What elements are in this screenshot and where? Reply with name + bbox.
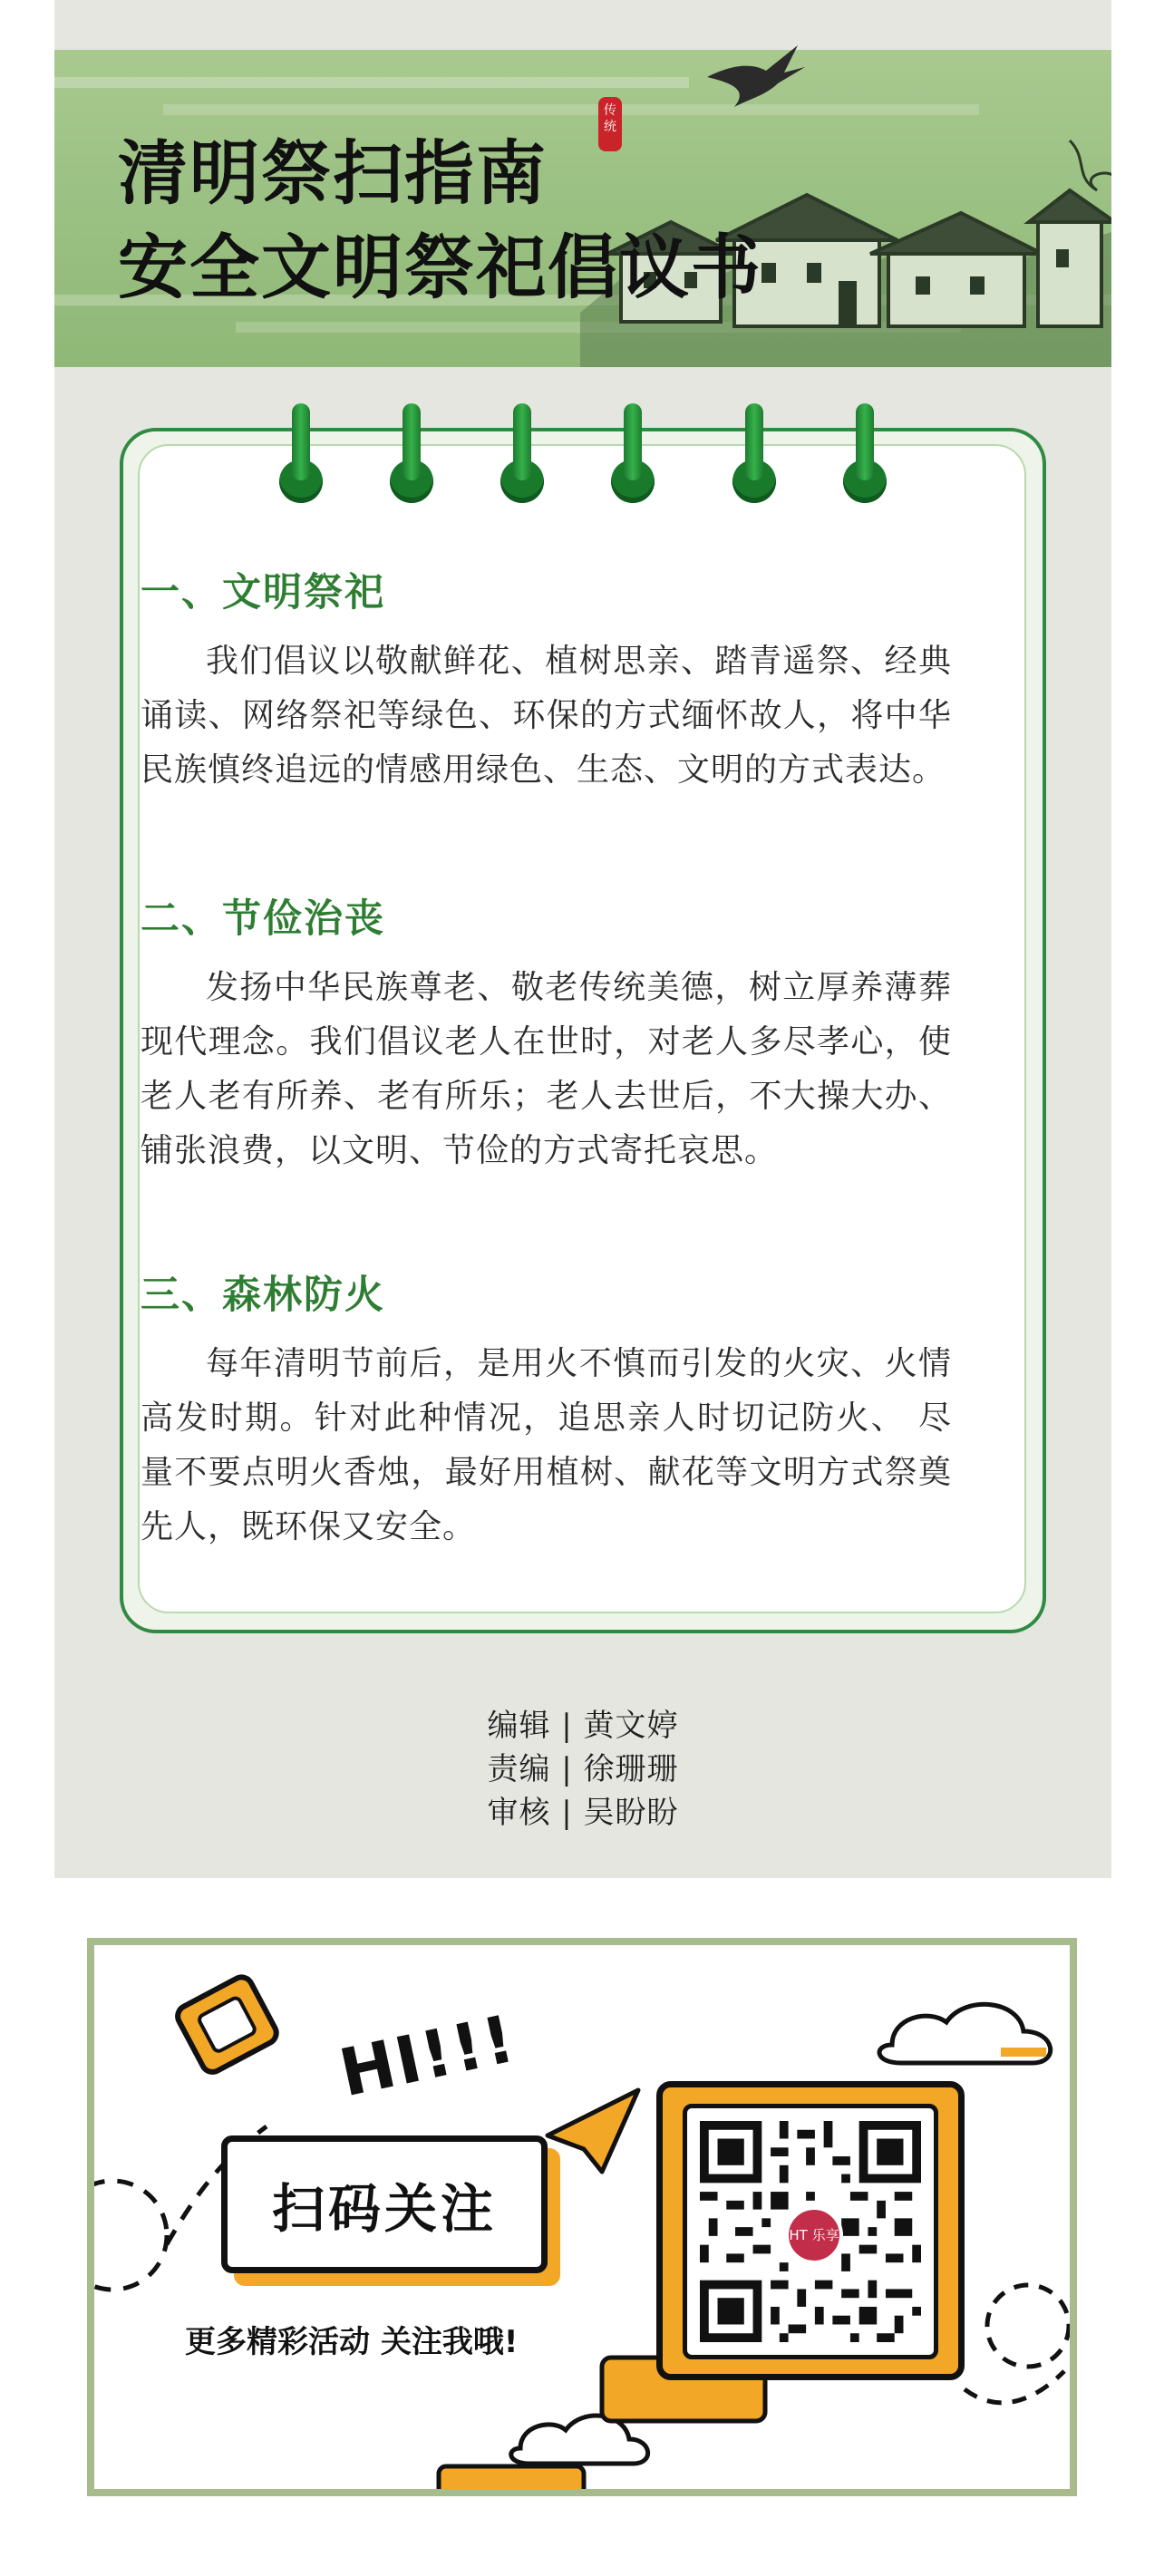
credit-reviewer: 审核 | 吴盼盼	[487, 1795, 679, 1831]
hi-doodle-text: HI!!!	[333, 2000, 523, 2112]
section-body-3: 每年清明节前后，是用火不慎而引发的火灾、火情高发时期。针对此种情况，追思亲人时切记防火、 尽量不要点明火香烛，最好用植树、献花等文明方式祭奠先人，既环保又安全。	[141, 1345, 952, 1545]
section-title-1: 一、文明祭祀	[141, 570, 385, 615]
binder-ring	[732, 403, 776, 503]
section-title-2: 二、节俭治丧	[141, 896, 385, 942]
binder-ring	[843, 403, 887, 503]
binder-ring	[500, 403, 544, 503]
section-body-2: 发扬中华民族尊老、敬老传统美德，树立厚养薄葬现代理念。我们倡议老人在世时，对老人多尽孝心，使老人老有所养、老有所乐；老人去世后，不大操大办、铺张浪费，以文明、节俭的方式寄托哀思。	[141, 969, 952, 1169]
qr-promo-panel	[87, 1938, 1077, 2496]
promo-subtitle: 更多精彩活动 关注我哦!	[185, 2324, 519, 2360]
banner-title	[118, 127, 762, 315]
credit-chief-editor: 责编 | 徐珊珊	[487, 1751, 679, 1787]
scan-follow-label: 扫码关注	[271, 2178, 497, 2240]
red-seal-stamp: 传统	[598, 97, 622, 151]
section-body-1: 我们倡议以敬献鲜花、植树思亲、踏青遥祭、经典诵读、网络祭祀等绿色、环保的方式缅怀故人，将中华民族慎终追远的情感用绿色、生态、文明的方式表达。	[141, 643, 952, 789]
qr-code-card[interactable]	[683, 2104, 938, 2359]
qr-center-logo: HT 乐享	[785, 2206, 843, 2264]
scan-follow-label-box	[221, 2135, 548, 2273]
title-banner	[54, 50, 1111, 367]
credits	[54, 1704, 1111, 1835]
section-title-3: 三、森林防火	[141, 1273, 385, 1318]
poster	[54, 0, 1111, 1878]
binder-ring	[390, 403, 433, 503]
binder-ring	[279, 403, 323, 503]
binder-ring	[611, 403, 655, 503]
credit-editor: 编辑 | 黄文婷	[487, 1708, 679, 1744]
qr-code-frame	[656, 2081, 965, 2380]
swallow-bird-icon	[698, 27, 807, 109]
banner-title-line-2: 安全文明祭祀倡议书	[118, 228, 762, 309]
banner-title-line-1: 清明祭扫指南	[118, 133, 548, 215]
